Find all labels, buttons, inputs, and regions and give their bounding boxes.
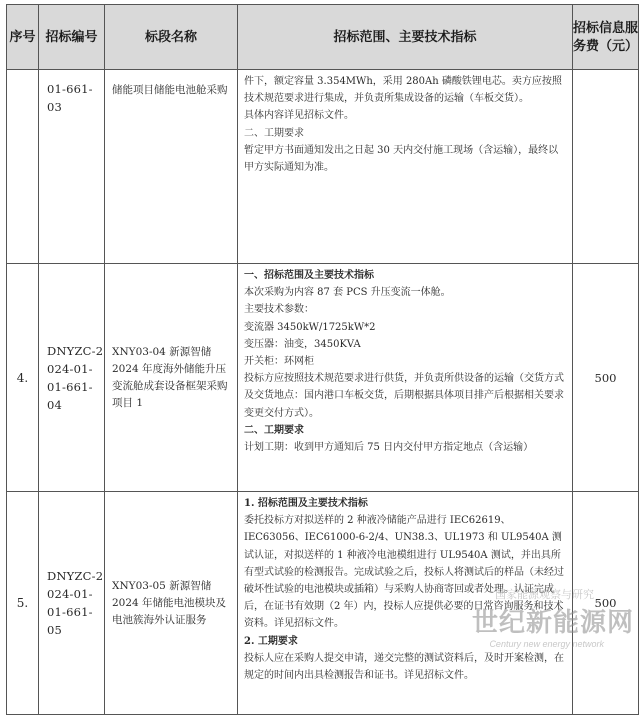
cell-name: XNY03-04 新源智储 2024 年度海外储能升压变流舱成套设备框架采购项目 1: [105, 264, 238, 492]
cell-scope: [238, 492, 573, 715]
watermark-line1: 国家能源观察与研究: [495, 589, 594, 601]
cell-fee: 500: [573, 492, 639, 715]
scope-paragraph: 1. 招标范围及主要技术指标: [244, 498, 368, 509]
cell-name: XNY03-05 新源智储 2024 年储能电池模块及电池簇海外认证服务: [105, 492, 238, 715]
cell-code: [39, 70, 105, 264]
code-line: 024-01-: [47, 587, 93, 601]
code-line: 01-661-: [47, 82, 93, 96]
scope-paragraph: 开关柜：环网柜: [244, 356, 314, 368]
cell-code: [39, 264, 105, 492]
header-scope: 招标范围、主要技术指标: [238, 5, 573, 70]
scope-paragraph: 本次采购为内容 87 套 PCS 升压变流一体舱。: [244, 287, 451, 299]
code-line: 01-661-: [47, 605, 93, 619]
scope-paragraph: 一、招标范围及主要技术指标: [244, 270, 374, 281]
cell-scope: [238, 70, 573, 264]
scope-paragraph: 2. 工期要求: [244, 635, 298, 647]
code-line: 01-661-: [47, 379, 93, 394]
header-fee: 招标信息服务费（元）: [573, 5, 639, 70]
scope-paragraph: 二、工期要求: [244, 424, 304, 436]
cell-name: 储能项目储能电池舱采购: [105, 70, 238, 264]
scope-paragraph: 计划工期：收到甲方通知后 75 日内交付甲方指定地点（含运输）: [244, 442, 534, 454]
cell-scope: [238, 264, 573, 492]
code-line: DNYZC-2: [47, 569, 104, 583]
code-line: 05: [47, 623, 63, 637]
scope-paragraph: 投标人应在采购人提交申请，递交完整的测试资料后，及时开案检测，在规定的时间内出具检测报告和证书。详见招标文件。: [244, 652, 564, 682]
code-line: 024-01-: [47, 361, 93, 376]
header-code: 招标编号: [39, 5, 105, 70]
cell-seq: 4.: [7, 264, 39, 492]
scope-paragraph: 变压器：油变，3450KVA: [244, 338, 361, 350]
table-row: [7, 70, 639, 264]
header-seq: 序号: [7, 5, 39, 70]
cell-fee: 500: [573, 264, 639, 492]
scope-paragraph: 件下，额定容量 3.354MWh，采用 280Ah 磷酸铁锂电芯。卖方应按照技术规范要求进行集成，并负责所集成设备的运输（车板交货）。: [244, 76, 562, 105]
scope-paragraph: 变流器 3450kW/1725kW*2: [244, 321, 376, 333]
code-line: 03: [47, 100, 63, 114]
scope-paragraph: 投标方应按照技术规范要求进行供货，并负责所供设备的运输（交货方式及交货地点：国内港口车板交货，后期根据具体项目排产后根据相关要求变更交付方式）。: [244, 373, 564, 419]
watermark-line3: Century new energy network: [489, 639, 604, 649]
scope-paragraph: 委托投标方对拟送样的 2 种液冷储能产品进行 IEC62619、IEC63056、IEC61000-6-2/4、UN38.3、UL1973 和 UL9540A 测试认证，对拟送样的 1 种液冷电池模组进行 UL9540A 测试，并出具所有型式试验的检测报告。完成试验之后，投标人将测试后的样品（未经过破坏性试验的电池模块或插箱）与采购人协商寄回或者处理。认证完成后，在证书有效期（2 年）内，投标人应提供必要的日常咨询服务和技术资料。详见招标文件。: [244, 515, 564, 630]
cell-fee: [573, 70, 639, 264]
scope-paragraph: 暂定甲方书面通知发出之日起 30 天内交付施工现场（含运输），最终以甲方实际通知为准。: [244, 144, 559, 174]
code-line: 04: [47, 397, 63, 412]
scope-paragraph: 二、工期要求: [244, 127, 304, 139]
cell-seq: [7, 70, 39, 264]
table-row: [7, 264, 639, 492]
scope-paragraph: 具体内容详见招标文件。: [244, 110, 354, 122]
tender-table: [6, 4, 639, 715]
header-name: 标段名称: [105, 5, 238, 70]
watermark-logo-text: 世纪新能源网: [471, 607, 634, 637]
cell-code: [39, 492, 105, 715]
table-row: [7, 492, 639, 715]
header-row: [7, 5, 639, 70]
code-line: DNYZC-2: [47, 343, 104, 358]
scope-paragraph: 主要技术参数：: [244, 304, 314, 316]
cell-seq: 5.: [7, 492, 39, 715]
